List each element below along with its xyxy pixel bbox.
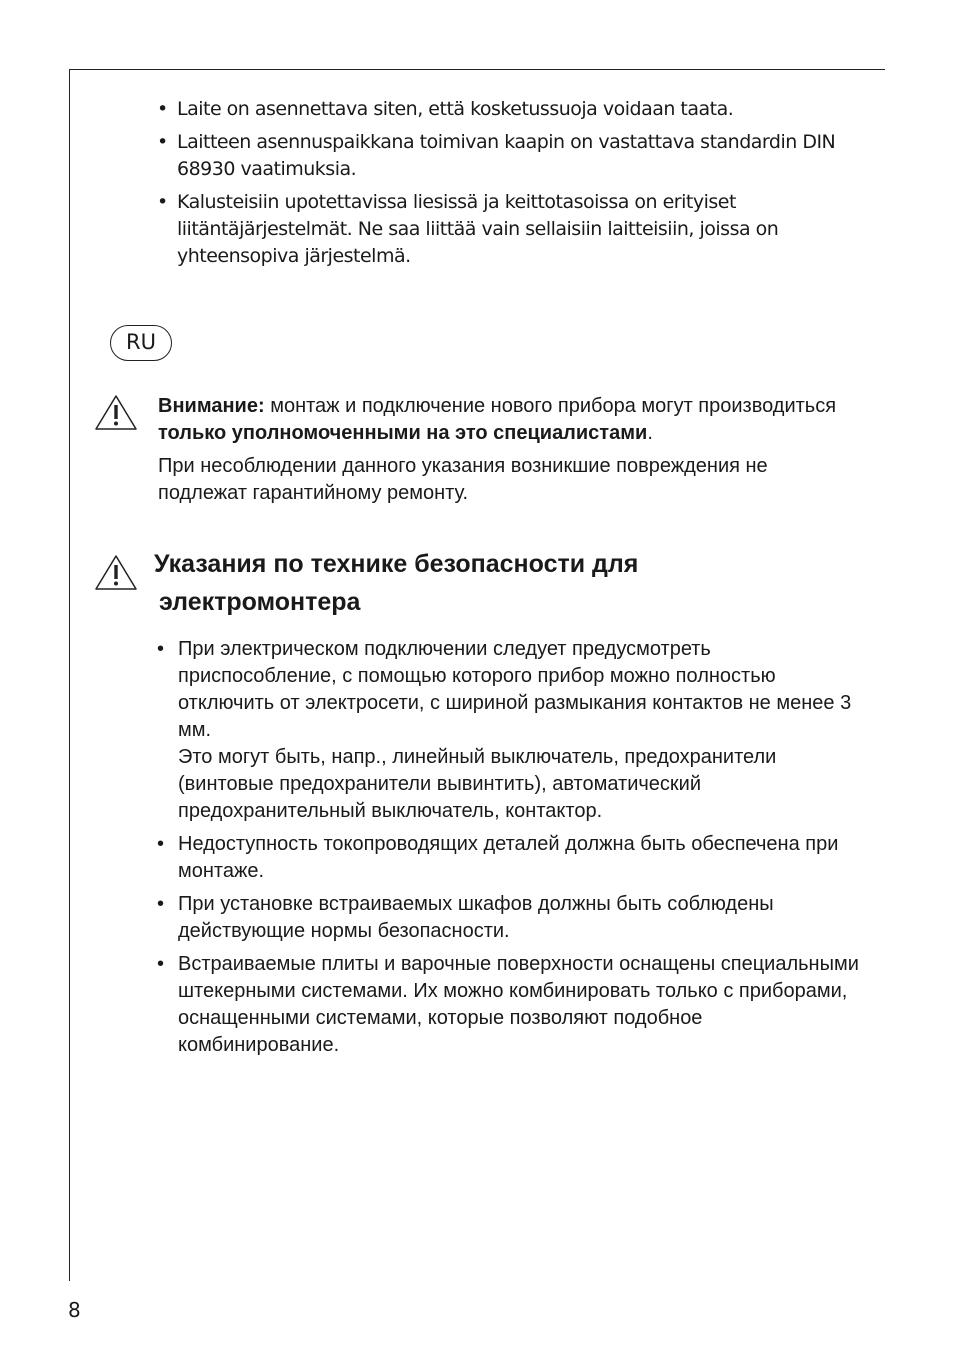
list-item xyxy=(157,831,862,885)
list-item xyxy=(157,189,857,270)
warning-text-end: . xyxy=(647,422,653,444)
bullet-icon: • xyxy=(157,98,168,120)
electrician-safety-list xyxy=(157,636,862,1065)
warning-text: монтаж и подключение нового прибора могут производиться xyxy=(264,395,837,417)
top-rule xyxy=(69,69,885,70)
bullet-icon: • xyxy=(157,638,165,660)
warning-emphasis: только уполномоченными на это специалистами xyxy=(158,422,648,444)
list-item-text: При установке встраиваемых шкафов должны быть соблюдены действующие нормы безопасности. xyxy=(178,893,774,942)
warning-paragraph xyxy=(158,393,848,447)
list-item-continuation: Это могут быть, напр., линейный выключатель, предохранители (винтовые предохранители вывинтить), автоматический предохранительный выключатель, контактор. xyxy=(178,746,777,822)
installation-warning xyxy=(158,393,848,507)
heading-line-1: Указания по технике безопасности для xyxy=(154,550,639,578)
list-item xyxy=(157,129,857,183)
language-badge: RU xyxy=(110,325,172,361)
heading-line-2: электромонтера xyxy=(159,588,361,616)
section-heading xyxy=(154,545,854,621)
list-item-text: Laite on asennettava siten, että kosketussuoja voidaan taata. xyxy=(177,98,734,120)
page-number: 8 xyxy=(68,1298,81,1322)
warning-triangle-icon xyxy=(94,394,138,432)
bullet-icon: • xyxy=(157,833,165,855)
bullet-icon: • xyxy=(157,131,168,153)
bullet-icon: • xyxy=(157,953,165,975)
left-rule xyxy=(69,69,70,1281)
list-item xyxy=(157,636,862,825)
list-item xyxy=(157,891,862,945)
warning-label: Внимание: xyxy=(158,395,265,417)
list-item-text: Laitteen asennuspaikkana toimivan kaapin on vastattava standardin DIN 68930 vaatimuksia. xyxy=(177,131,836,180)
list-item-text: Kalusteisiin upotettavissa liesissä ja keittotasoissa on erityiset liitäntäjärjestelmät. Ne saa liittää vain sellaisiin laitteisiin, joissa on yhteensopiva järjestelmä. xyxy=(177,191,779,267)
bullet-icon: • xyxy=(157,191,168,213)
bullet-icon: • xyxy=(157,893,165,915)
list-item xyxy=(157,951,862,1059)
list-item xyxy=(157,96,857,123)
finnish-safety-list xyxy=(157,96,857,276)
warning-triangle-icon xyxy=(94,554,138,592)
list-item-text: Встраиваемые плиты и варочные поверхности оснащены специальными штекерными системами. Их можно комбинировать только с приборами, оснащенными системами, которые позволяют подобное комбинирование. xyxy=(178,953,859,1056)
list-item-text: Недоступность токопроводящих деталей должна быть обеспечена при монтаже. xyxy=(178,833,839,882)
warranty-note: При несоблюдении данного указания возникшие повреждения не подлежат гарантийному ремонту. xyxy=(158,455,768,504)
list-item-text: При электрическом подключении следует предусмотреть приспособление, с помощью которого прибор можно полностью отключить от электросети, с шириной размыкания контактов не менее 3 мм. xyxy=(178,638,852,741)
